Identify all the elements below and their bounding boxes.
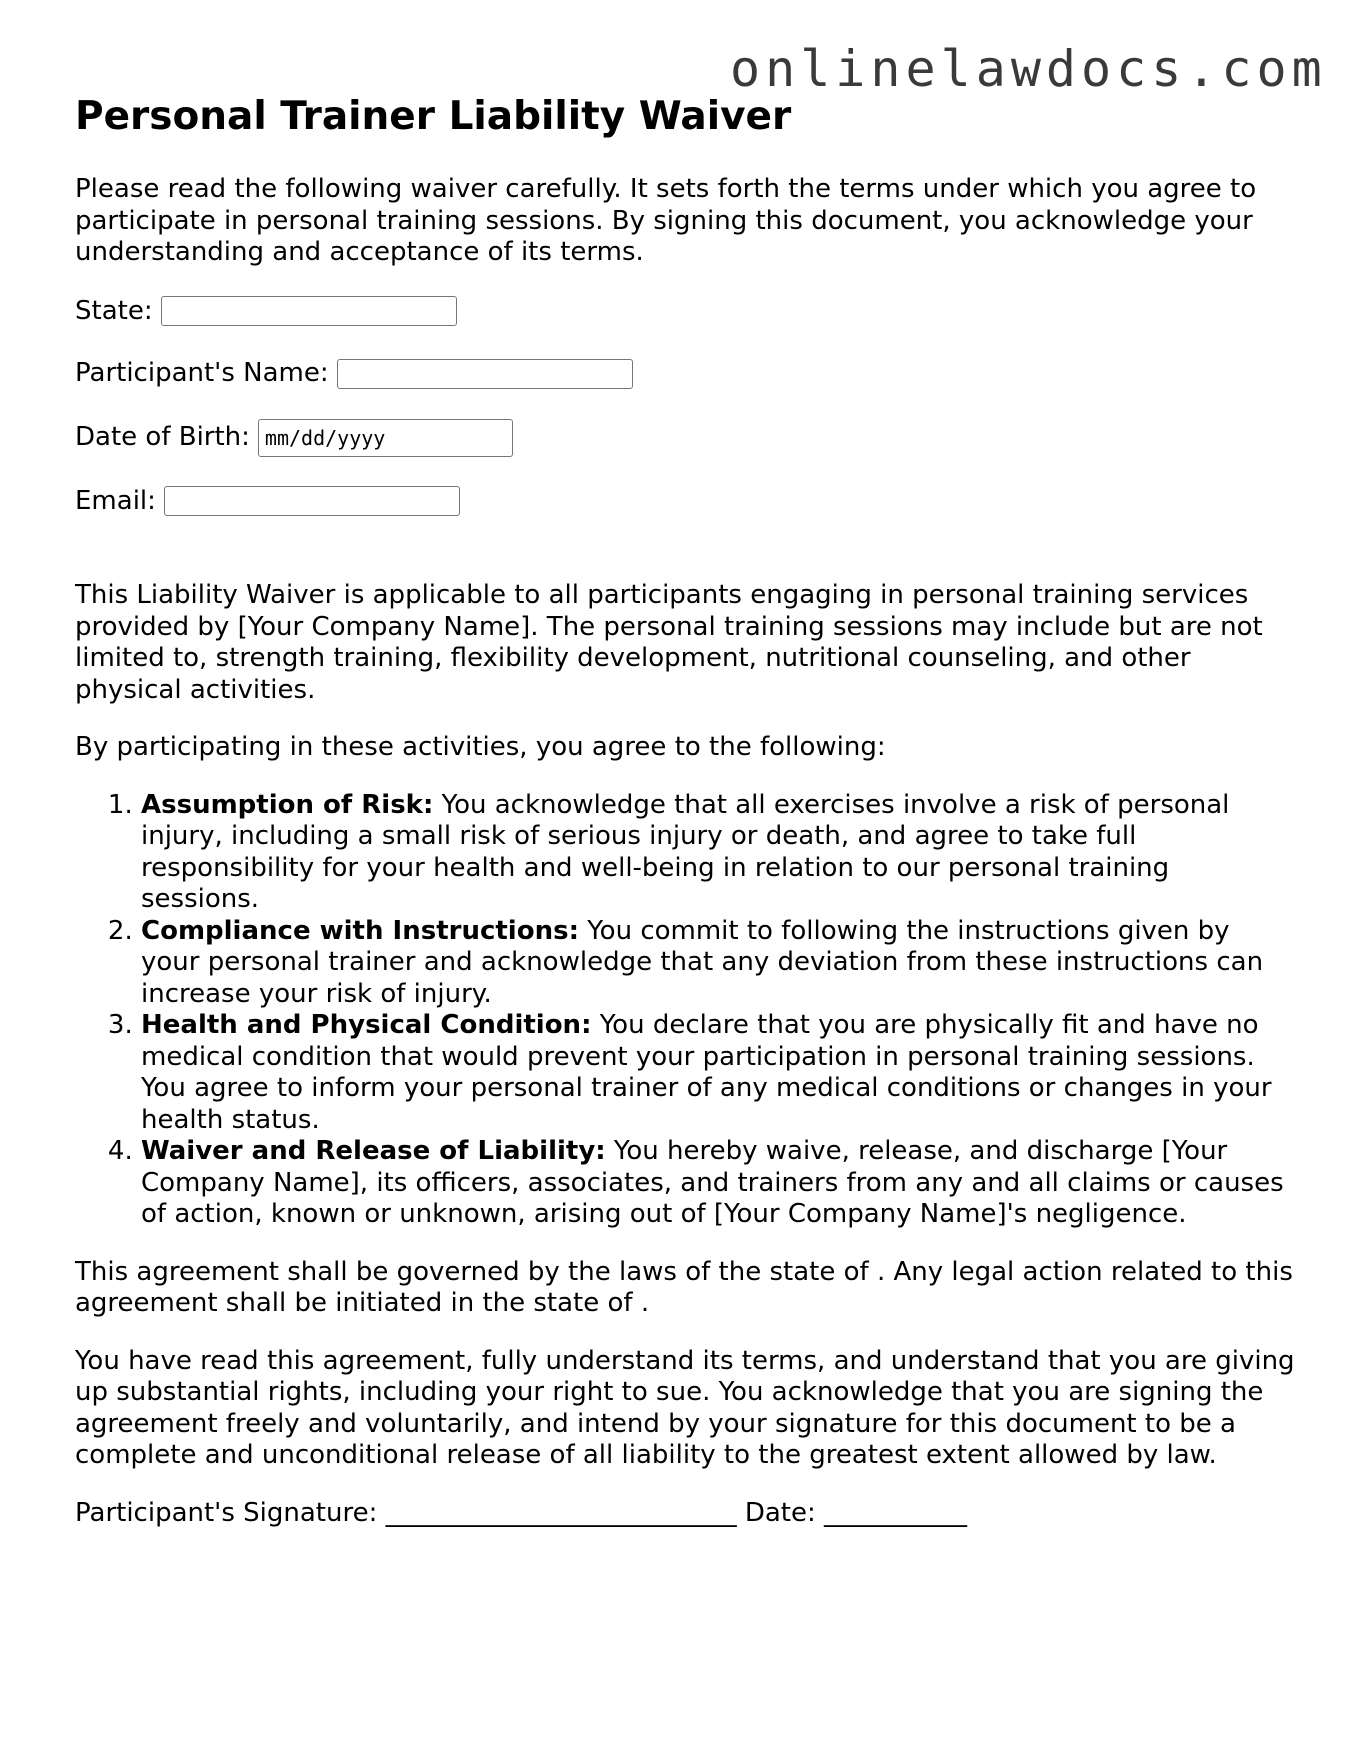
governing-law-paragraph: This agreement shall be governed by the laws of the state of . Any legal action related to this agreement shall be initiated in the state of . xyxy=(75,1256,1293,1318)
document-body xyxy=(75,92,1295,1529)
term-item xyxy=(141,1136,1295,1231)
state-field-row xyxy=(75,296,1295,328)
page-title: Personal Trainer Liability Waiver xyxy=(75,94,792,139)
state-input[interactable] xyxy=(161,296,457,326)
term-text: You acknowledge that all exercises involve a risk of personal injury, including a small risk of serious injury or death, and agree to take full responsibility for your health and well-being in relation to our personal training sessions. xyxy=(141,789,1230,914)
term-heading: Assumption of Risk: xyxy=(141,789,434,820)
term-heading: Waiver and Release of Liability: xyxy=(141,1136,606,1166)
agreement-lead: By participating in these activities, you agree to the following: xyxy=(75,732,886,762)
applicability-paragraph: This Liability Waiver is applicable to all participants engaging in personal training services provided by [Your Company Name]. The personal training sessions may include but are not limited to, strength training, flexibility development, nutritional counseling, and other physical activities. xyxy=(75,580,1263,705)
email-input[interactable] xyxy=(164,486,460,516)
term-item xyxy=(141,790,1295,916)
participant-name-label: Participant's Name: xyxy=(75,358,329,388)
term-text: You commit to following the instructions given by your personal trainer and acknowledge that any deviation from these instructions can increase your risk of injury. xyxy=(141,915,1264,1009)
state-label: State: xyxy=(75,295,153,326)
email-label: Email: xyxy=(75,485,156,516)
intro-paragraph: Please read the following waiver carefully. It sets forth the terms under which you agree to participate in personal training sessions. By signing this document, you acknowledge your understanding and acceptance of its terms. xyxy=(75,174,1257,267)
acknowledgement-paragraph: You have read this agreement, fully understand its terms, and understand that you are giving up substantial rights, including your right to sue. You acknowledge that you are signing the agreement freely and voluntarily, and intend by your signature for this document to be a complete and unconditional release of all liability to the greatest extent allowed by law. xyxy=(75,1345,1295,1470)
dob-label: Date of Birth: xyxy=(75,421,250,452)
participant-name-input[interactable] xyxy=(337,359,633,389)
email-field-row xyxy=(75,486,1295,518)
term-text: You declare that you are physically fit and have no medical condition that would prevent your participation in personal training sessions. You agree to inform your personal trainer of any medical conditions or changes in your health status. xyxy=(141,1010,1272,1135)
dob-field-row xyxy=(75,419,1295,457)
name-field-row xyxy=(75,358,1295,390)
dob-input[interactable] xyxy=(258,419,513,457)
term-text: You hereby waive, release, and discharge [Your Company Name], its officers, associates, and trainers from any and all claims or causes of action, known or unknown, arising out of [Your Company Name]'s negligence. xyxy=(141,1136,1284,1229)
terms-list xyxy=(75,790,1295,1231)
term-item xyxy=(141,916,1295,1011)
term-heading: Health and Physical Condition: xyxy=(141,1010,592,1040)
term-item xyxy=(141,1010,1295,1136)
term-heading: Compliance with Instructions: xyxy=(141,915,579,946)
signature-line: Participant's Signature: ___________________________ Date: ___________ xyxy=(75,1497,968,1528)
watermark: onlinelawdocs.com xyxy=(730,40,1327,98)
